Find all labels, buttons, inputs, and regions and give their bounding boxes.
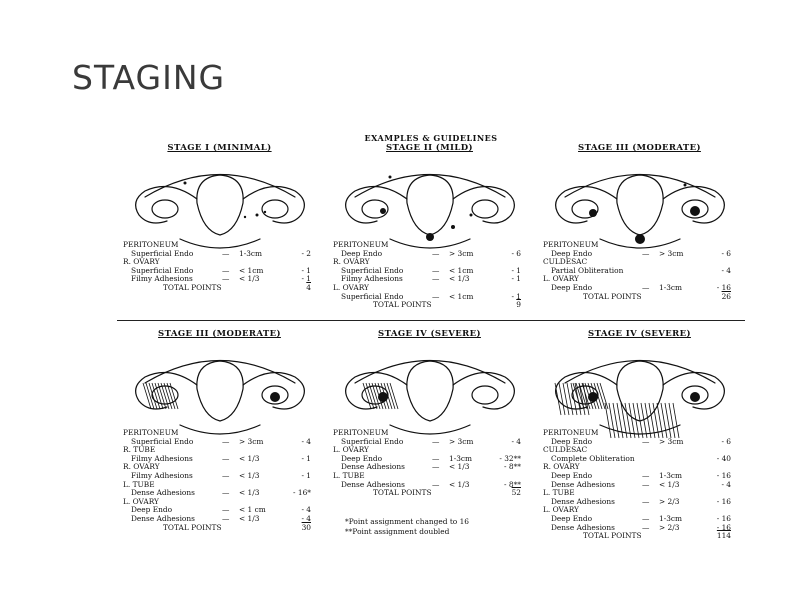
score-points: - 4: [511, 436, 521, 446]
stage-panel: [537, 329, 742, 541]
total-label: TOTAL POINTS: [583, 531, 642, 541]
score-list: [333, 241, 529, 310]
score-label: L. TUBE: [543, 488, 575, 498]
stage-title: [327, 329, 532, 339]
score-label: Superficial Endo: [131, 265, 194, 275]
score-points: - 4: [301, 436, 311, 446]
score-label: Dense Adhesions: [131, 488, 195, 498]
score-label: Deep Endo: [551, 282, 593, 292]
score-points: - 6: [721, 248, 731, 258]
score-label: Dense Adhesions: [341, 462, 405, 472]
score-label: Superficial Endo: [341, 436, 404, 446]
score-label: PERITONEUM: [123, 428, 179, 437]
score-measure: > 3cm: [449, 436, 474, 446]
score-measure: < 1/3: [239, 488, 260, 498]
score-label: PERITONEUM: [333, 428, 389, 437]
footnote: *Point assignment changed to 16: [345, 517, 469, 526]
total-points: 26: [721, 291, 731, 301]
score-label: R. TUBE: [123, 445, 156, 455]
score-measure: < 1/3: [239, 274, 260, 284]
total-row: [333, 301, 529, 310]
footnotes: [345, 517, 469, 537]
score-measure: < 1/3: [449, 274, 470, 284]
score-list: [123, 429, 319, 532]
score-measure: < 1cm: [239, 265, 264, 275]
score-dash: —: [432, 265, 440, 275]
total-row: [123, 284, 319, 293]
stage-title-text: STAGE III (MODERATE): [578, 143, 701, 153]
score-dash: —: [642, 282, 650, 292]
score-measure: < 1/3: [239, 513, 260, 523]
score-measure: 1-3cm: [449, 453, 473, 463]
total-label: TOTAL POINTS: [373, 300, 432, 310]
score-label: Superficial Endo: [341, 265, 404, 275]
score-dash: —: [222, 265, 230, 275]
score-points: - 32**: [499, 453, 521, 463]
score-dash: —: [432, 291, 440, 301]
stage-title: [117, 143, 322, 153]
staging-figure: [117, 107, 745, 541]
stage-title-text: STAGE IV (SEVERE): [378, 329, 481, 339]
stage-panel: [117, 143, 322, 343]
total-label: TOTAL POINTS: [163, 282, 222, 292]
score-dash: —: [222, 488, 230, 498]
stage-panel: [537, 143, 742, 343]
total-row: [123, 524, 319, 533]
score-points: - 1: [301, 470, 311, 480]
score-measure: > 3cm: [659, 436, 684, 446]
score-label: Complete Obliteration: [551, 453, 635, 463]
score-dash: —: [432, 479, 440, 489]
score-measure: > 3cm: [449, 248, 474, 258]
score-points: - 2: [301, 248, 311, 258]
pelvic-anatomy-drawing: [125, 343, 315, 439]
score-label: L. TUBE: [123, 479, 155, 489]
score-points: - 1: [301, 265, 311, 275]
score-dash: —: [432, 462, 440, 472]
score-label: Superficial Endo: [131, 248, 194, 258]
score-dash: —: [642, 470, 650, 480]
score-label: Dense Adhesions: [551, 496, 615, 506]
pelvic-anatomy-drawing: [335, 343, 525, 439]
slide-title: STAGING: [72, 58, 226, 97]
score-label: Deep Endo: [551, 513, 593, 523]
score-measure: < 1/3: [659, 479, 680, 489]
total-points: 52: [511, 488, 521, 498]
stage-panel: [117, 329, 322, 532]
stage-title-text: STAGE II (MILD): [386, 143, 473, 153]
score-label: Superficial Endo: [341, 291, 404, 301]
score-dash: —: [642, 496, 650, 506]
total-row: [333, 489, 529, 498]
score-dash: —: [642, 436, 650, 446]
score-points: - 1: [511, 265, 521, 275]
stage-title: [537, 329, 742, 339]
score-points: - 4: [721, 479, 731, 489]
score-points: - 1: [511, 274, 521, 284]
score-measure: < 1 cm: [239, 505, 266, 515]
score-list: [333, 429, 529, 498]
score-dash: —: [222, 436, 230, 446]
score-label: CULDESAC: [543, 257, 588, 267]
score-label: Deep Endo: [551, 248, 593, 258]
score-label: R. OVARY: [123, 257, 160, 267]
score-dash: —: [222, 470, 230, 480]
score-dash: —: [222, 505, 230, 515]
stage-title-text: STAGE IV (SEVERE): [588, 329, 691, 339]
score-points: - 8**: [504, 462, 521, 472]
score-points: - 4: [301, 513, 311, 523]
score-dash: —: [642, 479, 650, 489]
score-label: CULDESAC: [543, 445, 588, 455]
stage-title-text: STAGE I (MINIMAL): [167, 143, 272, 153]
score-points: - 1: [301, 274, 311, 284]
score-label: Dense Adhesions: [341, 479, 405, 489]
score-label: PERITONEUM: [123, 240, 179, 249]
score-dash: —: [642, 248, 650, 258]
score-label: Dense Adhesions: [551, 522, 615, 532]
total-points: 9: [516, 300, 521, 310]
score-measure: < 1cm: [449, 265, 474, 275]
score-measure: 1-3cm: [659, 513, 683, 523]
score-label: Deep Endo: [551, 470, 593, 480]
score-measure: < 1/3: [449, 462, 470, 472]
score-label: R. OVARY: [333, 257, 370, 267]
score-measure: < 1/3: [449, 479, 470, 489]
score-points: - 4: [721, 265, 731, 275]
score-label: L. OVARY: [333, 282, 369, 292]
pelvic-anatomy-drawing: [545, 343, 735, 439]
score-points: - 16: [716, 470, 731, 480]
score-points: - 1: [511, 291, 521, 301]
score-label: PERITONEUM: [543, 428, 599, 437]
score-label: Deep Endo: [551, 436, 593, 446]
score-points: - 6: [511, 248, 521, 258]
score-points: - 4: [301, 505, 311, 515]
score-measure: > 2/3: [659, 522, 680, 532]
total-points: 30: [301, 522, 311, 532]
total-points: 114: [716, 531, 731, 541]
score-dash: —: [432, 436, 440, 446]
total-label: TOTAL POINTS: [373, 488, 432, 498]
score-dash: —: [642, 522, 650, 532]
score-list: [543, 241, 739, 301]
score-measure: 1-3cm: [659, 470, 683, 480]
stage-panel: [327, 329, 532, 529]
stage-title-text: STAGE III (MODERATE): [158, 329, 281, 339]
pelvic-anatomy-drawing: [335, 157, 525, 253]
score-dash: —: [432, 274, 440, 284]
score-points: - 40: [716, 453, 731, 463]
score-label: Dense Adhesions: [131, 513, 195, 523]
score-label: Deep Endo: [341, 248, 383, 258]
score-points: - 16*: [293, 488, 311, 498]
score-measure: < 1cm: [449, 291, 474, 301]
score-label: Dense Adhesions: [551, 479, 615, 489]
score-measure: < 1/3: [239, 470, 260, 480]
score-points: - 1: [301, 453, 311, 463]
score-label: L. OVARY: [543, 505, 579, 515]
score-label: Filmy Adhesions: [131, 453, 193, 463]
score-list: [123, 241, 319, 293]
score-label: L. OVARY: [123, 496, 159, 506]
score-measure: > 2/3: [659, 496, 680, 506]
score-label: PERITONEUM: [543, 240, 599, 249]
total-points: 4: [306, 282, 311, 292]
stage-title: [327, 143, 532, 153]
score-measure: 1-3cm: [239, 248, 263, 258]
score-label: Filmy Adhesions: [131, 274, 193, 284]
score-dash: —: [222, 453, 230, 463]
footnote: **Point assignment doubled: [345, 527, 450, 536]
score-dash: —: [432, 453, 440, 463]
total-label: TOTAL POINTS: [163, 522, 222, 532]
score-points: - 16: [716, 513, 731, 523]
score-measure: 1-3cm: [659, 282, 683, 292]
score-label: Superficial Endo: [131, 436, 194, 446]
score-dash: —: [432, 248, 440, 258]
total-row: [543, 532, 739, 541]
score-label: L. OVARY: [543, 274, 579, 284]
score-measure: > 3cm: [659, 248, 684, 258]
score-points: - 16: [716, 282, 731, 292]
score-dash: —: [642, 513, 650, 523]
score-dash: —: [222, 248, 230, 258]
score-measure: < 1/3: [239, 453, 260, 463]
pelvic-anatomy-drawing: [545, 157, 735, 253]
score-label: Deep Endo: [131, 505, 173, 515]
score-label: Partial Obliteration: [551, 265, 624, 275]
stage-title: [537, 143, 742, 153]
figure-header: EXAMPLES & GUIDELINES: [364, 133, 498, 143]
stage-title: [117, 329, 322, 339]
score-label: Filmy Adhesions: [341, 274, 403, 284]
score-points: - 6: [721, 436, 731, 446]
total-label: TOTAL POINTS: [583, 291, 642, 301]
score-list: [543, 429, 739, 541]
score-dash: —: [222, 274, 230, 284]
score-measure: > 3cm: [239, 436, 264, 446]
pelvic-anatomy-drawing: [125, 157, 315, 253]
score-label: L. TUBE: [333, 470, 365, 480]
score-label: L. OVARY: [333, 445, 369, 455]
stage-panel: [327, 143, 532, 343]
score-dash: —: [222, 513, 230, 523]
score-points: - 16: [716, 522, 731, 532]
score-points: - 8**: [504, 479, 521, 489]
score-label: R. OVARY: [123, 462, 160, 472]
total-row: [543, 293, 739, 302]
score-label: Deep Endo: [341, 453, 383, 463]
score-label: Filmy Adhesions: [131, 470, 193, 480]
score-label: PERITONEUM: [333, 240, 389, 249]
score-points: - 16: [716, 496, 731, 506]
score-label: R. OVARY: [543, 462, 580, 472]
